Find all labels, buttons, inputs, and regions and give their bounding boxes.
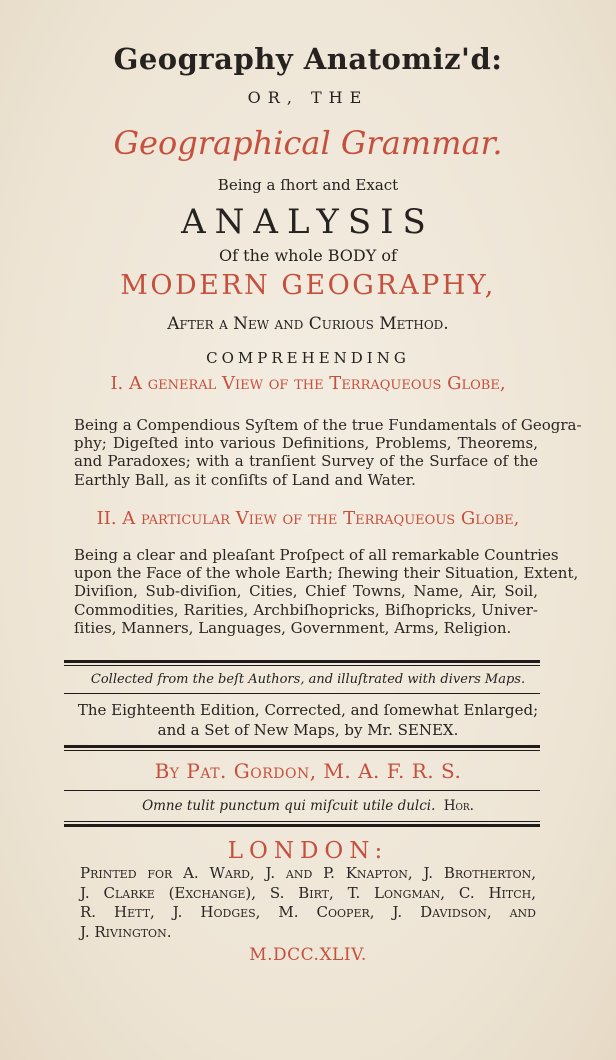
double-rule-top (64, 660, 540, 663)
double-rule-mid-thin (64, 750, 540, 751)
part-two-line: upon the Face of the whole Earth; ſhewing their Situation, Extent, (74, 564, 579, 583)
rule-thin-2 (64, 790, 540, 791)
motto-source: Hor. (443, 798, 474, 814)
part-one-line: and Paradoxes; with a tranſient Survey of the Surface of the (74, 452, 538, 471)
double-rule-bottom-thick (64, 824, 540, 827)
subtitle: Geographical Grammar. (113, 124, 503, 162)
printers-line: R. Hett, J. Hodges, M. Cooper, J. Davidson, and (80, 903, 536, 921)
modern-geography: MODERN GEOGRAPHY, (120, 270, 496, 301)
double-rule-mid (64, 745, 540, 748)
part-two-line: Being a clear and pleaſant Proſpect of all remarkable Countries (74, 546, 559, 564)
rule-thin-1 (64, 693, 540, 694)
edition-line-1: The Eighteenth Edition, Corrected, and ſomewhat Enlarged; (77, 701, 539, 719)
or-the: OR, THE (247, 88, 369, 107)
part-one-heading: I. A general View of the Terraqueous Globe, (110, 373, 506, 394)
printers-line: Printed for A. Ward, J. and P. Knapton, J. Brotherton, (80, 864, 536, 882)
edition-line-2: and a Set of New Maps, by Mr. SENEX. (157, 721, 459, 739)
printers-block (80, 864, 536, 942)
author-line: By Pat. Gordon, M. A. F. R. S. (154, 759, 462, 783)
part-two-line: Commodities, Rarities, Archbiſhopricks, Biſhopricks, Univer- (74, 600, 538, 619)
being-short: Being a ſhort and Exact (217, 176, 399, 194)
comprehending: COMPREHENDING (206, 349, 410, 367)
part-one-line: Earthly Ball, as it conſiſts of Land and Water. (74, 470, 416, 489)
part-one-line: Being a Compendious Syſtem of the true Fundamentals of Geogra- (74, 416, 582, 434)
analysis-heading: ANALYSIS (181, 202, 435, 242)
motto-line (0, 798, 616, 814)
part-one-line: phy; Digeſted into various Definitions, Problems, Theorems, (74, 434, 538, 453)
after-new-method: After a New and Curious Method. (167, 314, 449, 334)
printers-line: J. Clarke (Exchange), S. Birt, T. Longman, C. Hitch, (80, 883, 536, 902)
imprint-year: M.DCC.XLIV. (249, 945, 367, 965)
double-rule-top-thin (64, 665, 540, 666)
printers-line: J. Rivington. (80, 922, 172, 941)
part-one-text (74, 416, 582, 489)
part-two-line: Diviſion, Sub-diviſion, Cities, Chief Towns, Name, Air, Soil, (74, 582, 538, 601)
city-london: LONDON: (227, 838, 389, 864)
collected-note: Collected from the beſt Authors, and illuſtrated with divers Maps. (90, 672, 526, 687)
double-rule-bottom (64, 821, 540, 822)
part-two-heading: II. A particular View of the Terraqueous Globe, (96, 508, 520, 529)
main-title: Geography Anatomiz'd: (113, 42, 503, 76)
of-whole-body: Of the whole BODY of (219, 246, 397, 265)
part-two-line: ſities, Manners, Languages, Government, Arms, Religion. (74, 618, 512, 637)
part-two-text (74, 546, 579, 637)
motto: Omne tulit punctum qui miſcuit utile dulci. (142, 798, 436, 814)
